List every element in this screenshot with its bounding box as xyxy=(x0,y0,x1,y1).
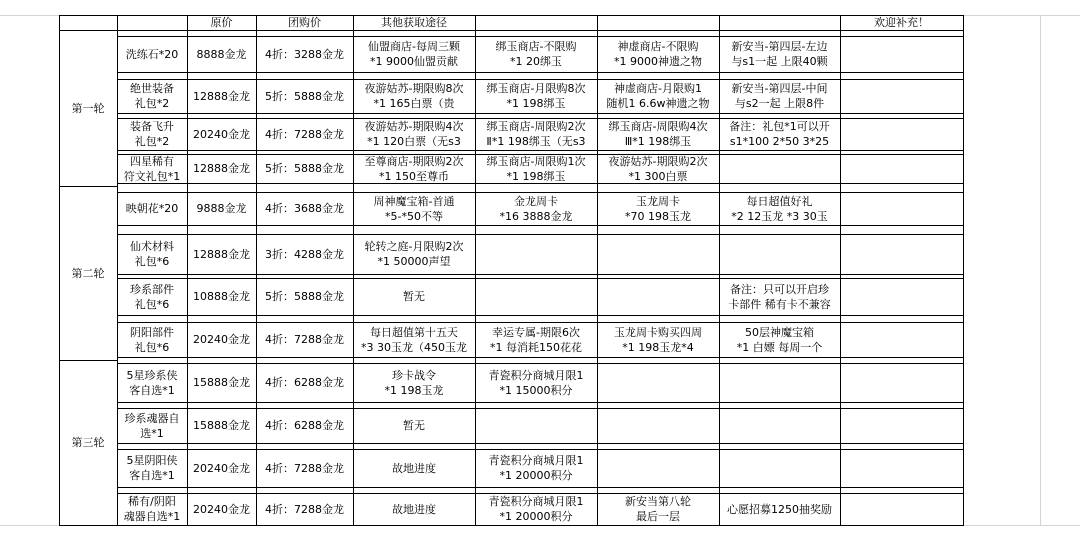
item-name-text: 珍系魂器自 xyxy=(124,411,180,425)
item-name-text: 珍系部件 xyxy=(130,282,174,296)
other-way-cell-text: 青瓷积分商城月限1 xyxy=(488,454,584,467)
other-way-cell-text: 周神魔宝箱-首通 xyxy=(373,194,455,208)
group-price[interactable] xyxy=(256,36,353,72)
other-way-cell-text: *2 12玉龙 *3 30玉 xyxy=(731,209,828,223)
other-way-cell-text: 备注：礼包*1可以开 xyxy=(729,120,830,133)
other-way-cell[interactable] xyxy=(475,493,597,525)
item-name-text: 客自选*1 xyxy=(129,469,175,482)
round-label-text: 第三轮 xyxy=(71,436,105,449)
row-border xyxy=(117,402,963,403)
other-way-cell-text: *1 198玉龙 xyxy=(384,383,444,397)
other-way-cell-text: 轮转之庭-月限购2次 xyxy=(364,240,464,253)
other-way-cell-text: *1 15000积分 xyxy=(499,383,573,397)
other-way-cell[interactable] xyxy=(475,36,597,72)
row-border xyxy=(117,274,963,275)
original-price[interactable] xyxy=(187,36,256,72)
item-name-text: 装备飞升 xyxy=(130,120,174,133)
original-price-text: 9888金龙 xyxy=(196,202,247,215)
other-way-cell-text: 绑玉商店-周限购2次 xyxy=(486,120,586,133)
item-name-text: 洗练石*20 xyxy=(125,47,179,61)
group-price[interactable] xyxy=(256,192,353,225)
group-price-text: 4折：7288金龙 xyxy=(265,461,344,475)
other-way-cell-text: *1 198绑玉 xyxy=(506,97,566,110)
other-way-cell-text: 夜游姑苏-期限购2次 xyxy=(608,154,708,168)
header-other-ways[interactable] xyxy=(353,15,475,30)
group-price-text: 5折：5888金龙 xyxy=(265,290,344,303)
other-way-cell-text: 金龙周卡 xyxy=(514,194,558,208)
row-border xyxy=(117,225,963,226)
other-way-cell[interactable] xyxy=(597,449,719,487)
other-way-cell-text: 心愿招募1250抽奖励 xyxy=(727,502,832,516)
other-way-cell-text: *1 9000神遗之物 xyxy=(614,55,702,68)
other-way-cell[interactable] xyxy=(597,154,719,183)
other-way-cell-text: 与s2一起 上限8件 xyxy=(734,97,825,110)
group-price-text: 5折：5888金龙 xyxy=(265,162,344,175)
group-price[interactable] xyxy=(256,118,353,150)
original-price[interactable] xyxy=(187,363,256,402)
other-way-cell-text: 每日超值第十五天 xyxy=(370,325,458,339)
group-price[interactable] xyxy=(256,79,353,113)
row-border xyxy=(117,443,963,444)
other-way-cell[interactable] xyxy=(475,118,597,150)
group-price-text: 4折：7288金龙 xyxy=(265,502,344,516)
other-way-cell[interactable] xyxy=(719,408,840,443)
other-way-cell-text: 青瓷积分商城月限1 xyxy=(488,495,584,508)
header-other-ways-text: 其他获取途径 xyxy=(381,16,447,29)
item-name-text: 礼包*6 xyxy=(134,297,170,311)
other-way-cell-text: 50层神魔宝箱 xyxy=(745,325,814,339)
item-name-text: 选*1 xyxy=(140,426,164,440)
table-border-bottom xyxy=(59,525,963,526)
other-way-cell-text: 新安当-第四层-左边 xyxy=(731,40,828,53)
other-way-cell-text: *1 300白票 xyxy=(628,169,688,183)
other-way-cell-text: *1 9000仙盟贡献 xyxy=(370,55,458,68)
other-way-cell[interactable] xyxy=(475,79,597,113)
other-way-cell[interactable] xyxy=(597,36,719,72)
other-way-cell[interactable] xyxy=(597,322,719,357)
header-welcome[interactable] xyxy=(840,15,963,30)
other-way-cell-text: Ⅱ*1 198绑玉（无s3 xyxy=(486,135,586,148)
other-way-cell-text: 绑玉商店-不限购 xyxy=(495,40,577,53)
item-name[interactable] xyxy=(117,192,187,225)
other-way-cell-text: 卡部件 稀有卡不兼容 xyxy=(728,297,831,311)
header-original-price[interactable] xyxy=(187,15,256,30)
header-group-price-text: 团购价 xyxy=(288,16,321,29)
other-way-cell-text: 神虚商店-月限购1 xyxy=(614,82,702,95)
original-price[interactable] xyxy=(187,449,256,487)
other-way-cell-text: 暂无 xyxy=(403,419,425,432)
other-way-cell-text: *1 150至尊币 xyxy=(379,169,449,183)
item-name[interactable] xyxy=(117,79,187,113)
original-price-text: 12888金龙 xyxy=(193,89,250,103)
item-name[interactable] xyxy=(117,234,187,274)
item-name[interactable] xyxy=(117,118,187,150)
group-price[interactable] xyxy=(256,363,353,402)
item-name-text: 仙术材料 xyxy=(130,240,174,253)
other-way-cell-text: 玉龙周卡 xyxy=(636,194,680,208)
item-name[interactable] xyxy=(117,322,187,357)
other-way-cell-text: 每日超值好礼 xyxy=(746,194,813,208)
other-way-cell[interactable] xyxy=(475,408,597,443)
header-welcome-text: 欢迎补充！ xyxy=(874,16,929,29)
other-way-cell-text: 珍卡战令 xyxy=(392,368,436,382)
column-border xyxy=(963,15,964,526)
other-way-cell-text: *1 165白票（贵 xyxy=(373,97,455,110)
other-way-cell-text: *1 白嫖 每周一个 xyxy=(736,340,823,354)
other-way-cell[interactable] xyxy=(597,79,719,113)
original-price-text: 10888金龙 xyxy=(193,290,250,303)
item-name-text: 礼包*2 xyxy=(134,97,170,110)
other-way-cell[interactable] xyxy=(353,79,475,113)
other-way-cell-text: 备注：只可以开启珍 xyxy=(730,282,829,296)
other-way-cell[interactable] xyxy=(719,322,840,357)
item-name[interactable] xyxy=(117,493,187,525)
other-way-cell-text: 故地进度 xyxy=(392,502,436,516)
other-way-cell-text: 玉龙周卡购买四周 xyxy=(614,325,702,339)
item-name-text: 礼包*2 xyxy=(134,135,170,148)
other-way-cell[interactable] xyxy=(353,493,475,525)
other-way-cell[interactable] xyxy=(475,192,597,225)
original-price-text: 20240金龙 xyxy=(193,502,250,516)
other-way-cell[interactable] xyxy=(353,192,475,225)
item-name-text: 礼包*6 xyxy=(134,340,170,354)
item-name-text: 映朝花*20 xyxy=(125,202,179,215)
original-price[interactable] xyxy=(187,79,256,113)
other-way-cell[interactable] xyxy=(597,118,719,150)
group-price-text: 5折：5888金龙 xyxy=(265,89,344,103)
other-way-cell[interactable] xyxy=(353,278,475,315)
group-price[interactable] xyxy=(256,493,353,525)
group-price[interactable] xyxy=(256,278,353,315)
other-way-cell-text: 新安当-第四层-中间 xyxy=(731,82,828,95)
other-way-cell-text: *1 50000声望 xyxy=(377,255,451,268)
original-price-text: 15888金龙 xyxy=(193,376,250,389)
other-way-cell[interactable] xyxy=(475,363,597,402)
other-way-cell-text: *1 120白票（无s3 xyxy=(367,135,461,148)
item-name[interactable] xyxy=(117,408,187,443)
other-way-cell-text: 夜游姑苏-期限购8次 xyxy=(364,82,464,95)
item-name-text: 礼包*6 xyxy=(134,255,170,268)
other-way-cell[interactable] xyxy=(719,493,840,525)
item-name-text: 稀有/阴阳 xyxy=(128,495,176,508)
row-border xyxy=(117,357,963,358)
group-price-text: 4折：6288金龙 xyxy=(265,419,344,432)
other-way-cell-text: s1*100 2*50 3*25 xyxy=(729,135,830,148)
other-way-cell[interactable] xyxy=(353,154,475,183)
item-name[interactable] xyxy=(117,363,187,402)
other-way-cell-text: *1 20绑玉 xyxy=(510,55,562,68)
other-way-cell-text: 绑玉商店-月限购8次 xyxy=(486,82,586,95)
other-way-cell[interactable] xyxy=(719,154,840,183)
other-way-cell-text: Ⅲ*1 198绑玉 xyxy=(624,135,692,148)
other-way-cell[interactable] xyxy=(719,36,840,72)
other-way-cell-text: 仙盟商店-每周三颗 xyxy=(368,40,460,53)
other-way-cell-text: *3 30玉龙（450玉龙 xyxy=(361,340,467,354)
group-price-text: 4折：7288金龙 xyxy=(265,333,344,346)
other-way-cell[interactable] xyxy=(719,234,840,274)
original-price[interactable] xyxy=(187,322,256,357)
other-way-cell-text: 故地进度 xyxy=(392,461,436,475)
item-name[interactable] xyxy=(117,154,187,183)
other-way-cell[interactable] xyxy=(719,278,840,315)
item-name-text: 绝世装备 xyxy=(130,82,174,95)
row-border xyxy=(117,183,963,184)
other-way-cell-text: 幸运专属-期限6次 xyxy=(492,325,580,339)
other-way-cell-text: 神虚商店-不限购 xyxy=(617,40,699,53)
item-name-text: 四星稀有 xyxy=(130,154,174,168)
column-border xyxy=(840,15,841,526)
header-original-price-text: 原价 xyxy=(210,16,233,29)
group-price-text: 4折：3288金龙 xyxy=(265,47,344,61)
group-price-text: 4折：3688金龙 xyxy=(265,202,344,215)
round-label[interactable] xyxy=(59,360,117,525)
round-label-text: 第二轮 xyxy=(71,266,105,280)
other-way-cell[interactable] xyxy=(475,449,597,487)
item-name[interactable] xyxy=(117,449,187,487)
other-way-cell-text: *16 3888金龙 xyxy=(499,209,573,223)
group-price-text: 4折：6288金龙 xyxy=(265,376,344,389)
other-way-cell[interactable] xyxy=(353,449,475,487)
other-way-cell-text: *1 198玉龙*4 xyxy=(622,340,694,354)
sheet-gridline xyxy=(1040,15,1041,526)
other-way-cell[interactable] xyxy=(597,408,719,443)
other-way-cell[interactable] xyxy=(719,449,840,487)
row-border xyxy=(117,72,963,73)
other-way-cell[interactable] xyxy=(597,234,719,274)
original-price-text: 20240金龙 xyxy=(193,333,250,346)
other-way-cell[interactable] xyxy=(475,154,597,183)
other-way-cell[interactable] xyxy=(719,192,840,225)
row-border xyxy=(117,315,963,316)
original-price-text: 8888金龙 xyxy=(196,47,247,61)
round-label-text: 第一轮 xyxy=(71,101,105,115)
round-label[interactable] xyxy=(59,30,117,186)
item-name-text: 5星珍系侠 xyxy=(126,368,178,382)
item-name-text: 符文礼包*1 xyxy=(123,169,181,183)
original-price-text: 15888金龙 xyxy=(193,419,250,432)
other-way-cell-text: *70 198玉龙 xyxy=(625,209,691,223)
item-name-text: 阴阳部件 xyxy=(130,325,174,339)
item-name[interactable] xyxy=(117,278,187,315)
row-border xyxy=(117,487,963,488)
other-way-cell[interactable] xyxy=(353,234,475,274)
other-way-cell-text: *1 198绑玉 xyxy=(506,169,566,183)
other-way-cell[interactable] xyxy=(475,234,597,274)
original-price[interactable] xyxy=(187,408,256,443)
other-way-cell[interactable] xyxy=(719,118,840,150)
other-way-cell-text: 最后一层 xyxy=(636,510,680,523)
original-price[interactable] xyxy=(187,154,256,183)
other-way-cell-text: 暂无 xyxy=(403,290,425,303)
other-way-cell[interactable] xyxy=(597,363,719,402)
other-way-cell[interactable] xyxy=(719,79,840,113)
item-name-text: 5星阴阳侠 xyxy=(126,454,178,467)
other-way-cell-text: *1 每消耗150花花 xyxy=(490,340,582,354)
row-border xyxy=(117,113,963,114)
header-group-price[interactable] xyxy=(256,15,353,30)
group-price[interactable] xyxy=(256,408,353,443)
item-name-text: 客自选*1 xyxy=(129,383,175,397)
header-border xyxy=(117,30,963,31)
other-way-cell-text: *5-*50不等 xyxy=(385,209,443,223)
row-border xyxy=(117,150,963,151)
other-way-cell-text: 至尊商店-期限购2次 xyxy=(364,154,464,168)
other-way-cell-text: 新安当第八轮 xyxy=(625,495,691,508)
group-price[interactable] xyxy=(256,234,353,274)
group-price[interactable] xyxy=(256,449,353,487)
other-way-cell[interactable] xyxy=(597,278,719,315)
other-way-cell[interactable] xyxy=(475,322,597,357)
other-way-cell-text: 随机1 6.6w神遗之物 xyxy=(606,97,710,110)
item-name-text: 魂器自选*1 xyxy=(123,510,181,523)
group-price-text: 4折：7288金龙 xyxy=(265,127,344,141)
group-price[interactable] xyxy=(256,154,353,183)
original-price-text: 12888金龙 xyxy=(193,162,250,175)
original-price[interactable] xyxy=(187,192,256,225)
original-price-text: 20240金龙 xyxy=(193,127,250,141)
original-price[interactable] xyxy=(187,493,256,525)
other-way-cell[interactable] xyxy=(719,363,840,402)
original-price-text: 12888金龙 xyxy=(193,247,250,261)
other-way-cell-text: 夜游姑苏-期限购4次 xyxy=(364,120,464,133)
other-way-cell-text: *1 20000积分 xyxy=(499,510,573,523)
other-way-cell-text: 青瓷积分商城月限1 xyxy=(488,368,584,382)
other-way-cell[interactable] xyxy=(475,278,597,315)
other-way-cell[interactable] xyxy=(597,192,719,225)
original-price[interactable] xyxy=(187,278,256,315)
round-label[interactable] xyxy=(59,186,117,360)
item-name[interactable] xyxy=(117,36,187,72)
other-way-cell-text: 绑玉商店-周限购1次 xyxy=(486,154,586,168)
other-way-cell[interactable] xyxy=(353,36,475,72)
original-price[interactable] xyxy=(187,118,256,150)
other-way-cell-text: 与s1一起 上限40颗 xyxy=(731,55,828,68)
other-way-cell-text: *1 20000积分 xyxy=(499,469,573,482)
original-price-text: 20240金龙 xyxy=(193,461,250,475)
original-price[interactable] xyxy=(187,234,256,274)
other-way-cell[interactable] xyxy=(353,363,475,402)
other-way-cell[interactable] xyxy=(353,408,475,443)
other-way-cell[interactable] xyxy=(597,493,719,525)
other-way-cell-text: 绑玉商店-周限购4次 xyxy=(608,120,708,133)
other-way-cell[interactable] xyxy=(353,322,475,357)
group-price[interactable] xyxy=(256,322,353,357)
group-price-text: 3折：4288金龙 xyxy=(265,247,344,261)
other-way-cell[interactable] xyxy=(353,118,475,150)
